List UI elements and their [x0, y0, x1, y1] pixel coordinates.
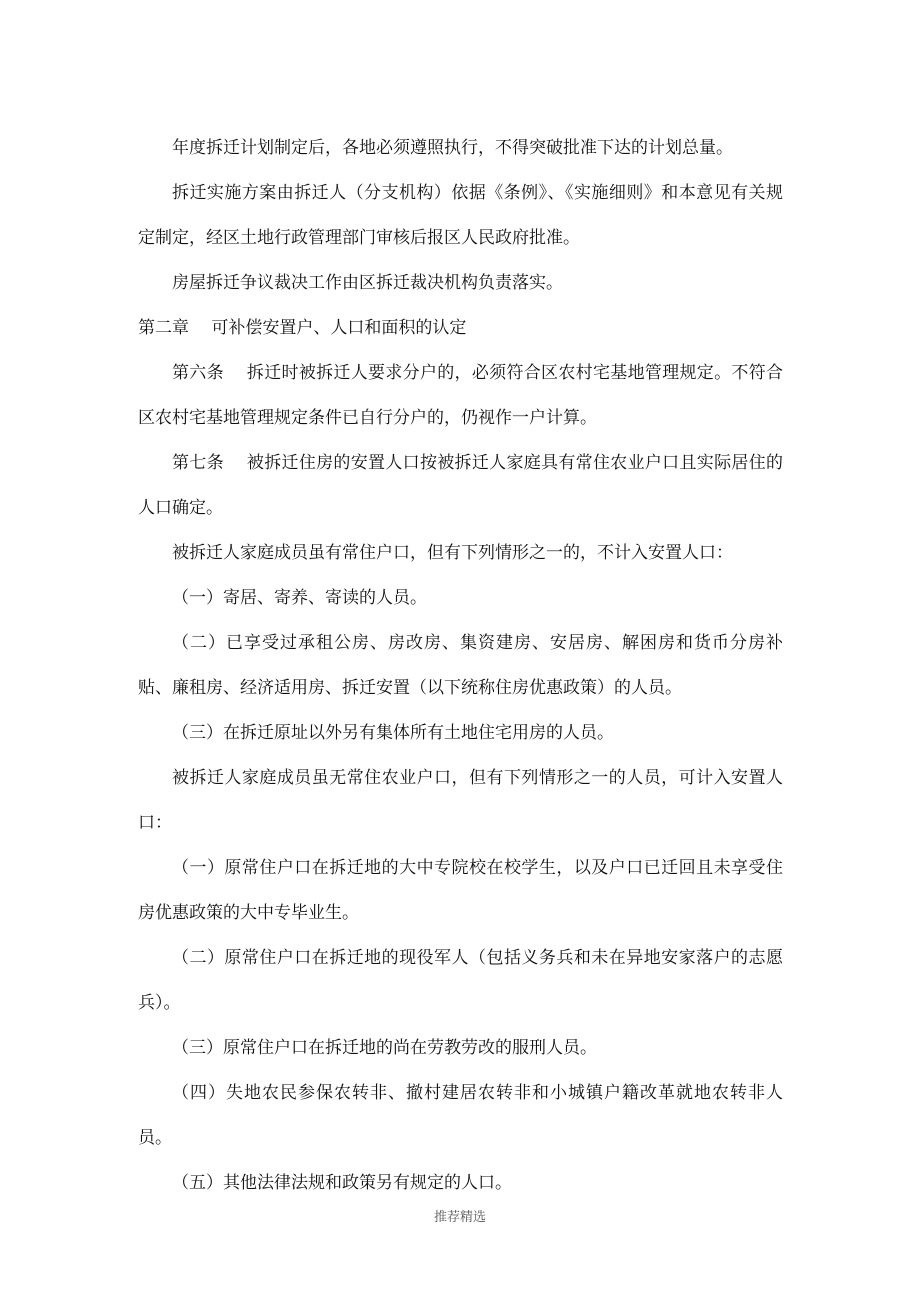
list-item: （一）原常住户口在拆迁地的大中专院校在校学生，以及户口已迁回且未享受住房优惠政策的大中专毕业生。	[138, 858, 783, 923]
list-item: （二）原常住户口在拆迁地的现役军人（包括义务兵和未在异地安家落户的志愿兵）。	[138, 948, 783, 1013]
paragraph: 被拆迁人家庭成员虽无常住农业户口，但有下列情形之一的人员，可计入安置人口：	[138, 768, 783, 833]
paragraph: 拆迁实施方案由拆迁人（分支机构）依据《条例》、《实施细则》和本意见有关规定制定，经区土地行政管理部门审核后报区人民政府批准。	[138, 183, 783, 248]
document-body	[138, 126, 783, 1206]
article-paragraph: 第七条 被拆迁住房的安置人口按被拆迁人家庭具有常住农业户口且实际居住的人口确定。	[138, 453, 783, 518]
paragraph: 年度拆迁计划制定后，各地必须遵照执行，不得突破批准下达的计划总量。	[172, 138, 733, 158]
list-item: （三）在拆迁原址以外另有集体所有土地住宅用房的人员。	[172, 723, 614, 743]
list-item: （三）原常住户口在拆迁地的尚在劳教劳改的服刑人员。	[172, 1038, 597, 1058]
list-item: （五）其他法律法规和政策另有规定的人口。	[172, 1173, 512, 1193]
article-paragraph: 第六条 拆迁时被拆迁人要求分户的，必须符合区农村宅基地管理规定。不符合区农村宅基地管理规定条件已自行分户的，仍视作一户计算。	[138, 363, 783, 428]
list-item: （四）失地农民参保农转非、撤村建居农转非和小城镇户籍改革就地农转非人员。	[138, 1083, 783, 1148]
paragraph: 房屋拆迁争议裁决工作由区拆迁裁决机构负责落实。	[172, 273, 563, 293]
paragraph: 被拆迁人家庭成员虽有常住户口，但有下列情形之一的，不计入安置人口：	[172, 543, 733, 563]
page-footer: 推荐精选	[433, 1210, 486, 1225]
list-item: （二）已享受过承租公房、房改房、集资建房、安居房、解困房和货币分房补贴、廉租房、经济适用房、拆迁安置（以下统称住房优惠政策）的人员。	[138, 633, 783, 698]
list-item: （一）寄居、寄养、寄读的人员。	[172, 588, 427, 608]
chapter-heading: 第二章 可补偿安置户、人口和面积的认定	[138, 318, 467, 338]
